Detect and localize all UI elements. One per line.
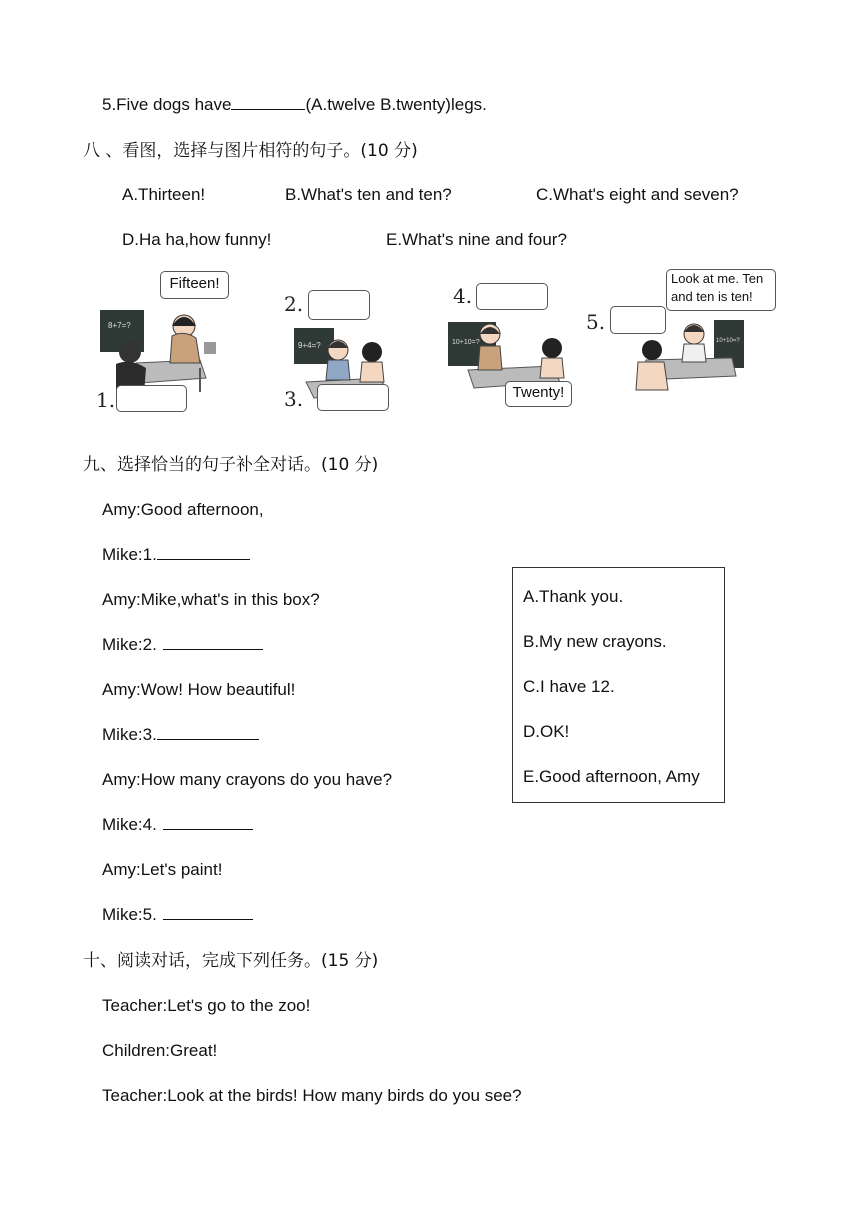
board-2-text: 9+4=?	[298, 341, 321, 350]
board-4-text: 10+10=?	[452, 339, 480, 346]
dialogue-line-9: Amy:Let's paint!	[102, 860, 223, 879]
dialogue-speaker-text: Mike:5.	[102, 905, 157, 924]
speech-bubble-fifteen: Fifteen!	[160, 271, 229, 299]
option-b: B.What's ten and ten?	[285, 185, 452, 204]
dialogue-line-8	[102, 814, 253, 836]
answer-blank-5[interactable]	[163, 904, 253, 920]
answer-box-5[interactable]	[610, 306, 666, 334]
picture-number-5: 5.	[586, 310, 606, 334]
reading-line-3: Teacher:Look at the birds! How many birds do you see?	[102, 1086, 522, 1105]
speech-bubble-look-at-me	[666, 269, 776, 311]
answer-box-3[interactable]	[317, 384, 389, 411]
dialogue-line-6	[102, 724, 259, 746]
picture-number-1: 1.	[96, 388, 116, 412]
dialogue-line-2	[102, 544, 250, 566]
dialogue-line-1: Amy:Good afternoon,	[102, 500, 264, 519]
picture-2-3	[284, 290, 404, 414]
option-d: D.Ha ha,how funny!	[122, 230, 272, 249]
answer-blank-2[interactable]	[163, 634, 263, 650]
reading-line-2: Children:Great!	[102, 1041, 218, 1060]
dialogue-line-4	[102, 634, 263, 656]
answer-blank-4[interactable]	[163, 814, 253, 830]
question-5	[102, 94, 487, 116]
question-5-prefix: 5.Five dogs have	[102, 95, 232, 114]
dialogue-line-3: Amy:Mike,what's in this box?	[102, 590, 320, 609]
box-option-b: B.My new crayons.	[523, 632, 667, 651]
box-option-c: C.I have 12.	[523, 677, 615, 696]
option-a: A.Thirteen!	[122, 185, 206, 204]
dialogue-speaker-text: Mike:1.	[102, 545, 157, 564]
dialogue-line-10	[102, 904, 253, 926]
box-option-a: A.Thank you.	[523, 587, 624, 606]
question-5-suffix: (A.twelve B.twenty)legs.	[305, 95, 487, 114]
picture-number-4: 4.	[453, 284, 473, 308]
answer-box-4[interactable]	[476, 283, 548, 310]
dialogue-speaker-text: Mike:2.	[102, 635, 157, 654]
picture-5	[584, 266, 784, 402]
bubble-line-1: Look at me. Ten	[671, 271, 764, 286]
answer-box-1[interactable]	[116, 385, 187, 412]
picture-4	[448, 282, 578, 408]
dialogue-speaker-text: Mike:4.	[102, 815, 157, 834]
answer-blank[interactable]	[231, 94, 305, 110]
board-1-text: 8+7=?	[108, 321, 131, 330]
answer-blank-1[interactable]	[157, 544, 250, 560]
dialogue-line-5: Amy:Wow! How beautiful!	[102, 680, 296, 699]
box-option-d: D.OK!	[523, 722, 570, 741]
picture-number-2: 2.	[284, 292, 304, 316]
dialogue-speaker-text: Mike:3.	[102, 725, 157, 744]
section-8-title: 八 、看图，选择与图片相符的句子。(10 分)	[83, 141, 418, 161]
box-option-e: E.Good afternoon, Amy	[523, 767, 700, 786]
section-10-title: 十、阅读对话，完成下列任务。(15 分)	[83, 951, 379, 971]
dialogue-line-7: Amy:How many crayons do you have?	[102, 770, 393, 789]
reading-line-1: Teacher:Let's go to the zoo!	[102, 996, 311, 1015]
option-e: E.What's nine and four?	[386, 230, 567, 249]
picture-1	[96, 268, 236, 414]
answer-blank-3[interactable]	[157, 724, 259, 740]
bubble-line-2: and ten is ten!	[671, 289, 753, 304]
answer-box-2[interactable]	[308, 290, 370, 320]
section-9-title: 九、选择恰当的句子补全对话。(10 分)	[83, 455, 379, 475]
picture-number-3: 3.	[284, 387, 304, 411]
speech-bubble-twenty: Twenty!	[505, 381, 572, 407]
options-box	[512, 567, 725, 803]
option-c: C.What's eight and seven?	[536, 185, 739, 204]
board-5-text: 10+10=?	[716, 338, 740, 344]
